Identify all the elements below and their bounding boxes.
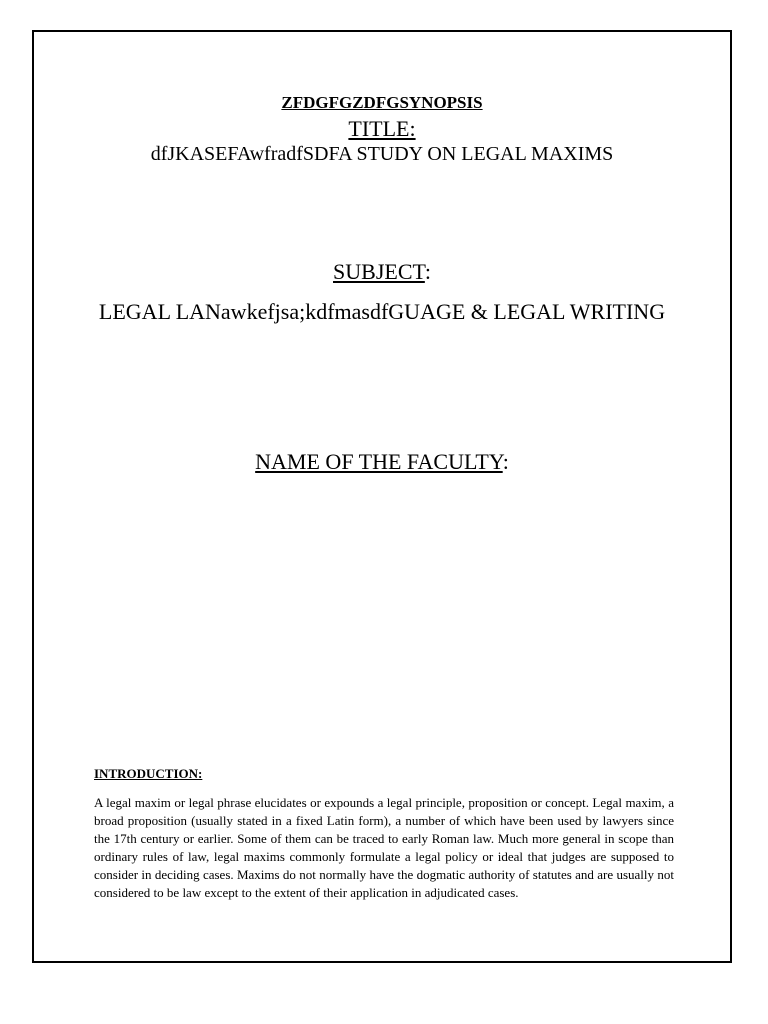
introduction-heading: INTRODUCTION:	[94, 766, 203, 781]
subject-label: SUBJECT	[333, 259, 425, 284]
subject-colon: :	[424, 259, 431, 284]
subject-text: LEGAL LANawkefjsa;kdfmasdfGUAGE & LEGAL WRITING	[98, 299, 666, 324]
faculty-label: NAME OF THE FACULTY	[255, 449, 503, 474]
title-text: dfJKASEFAwfradfSDFA STUDY ON LEGAL MAXIMS	[150, 143, 614, 165]
synopsis-heading: ZFDGFGZDFGSYNOPSIS	[281, 93, 483, 112]
title-label-text: TITLE:	[348, 116, 416, 141]
faculty-heading	[34, 449, 730, 475]
introduction-body: A legal maxim or legal phrase elucidates or expounds a legal principle, proposition or concept. Legal maxim, a broad proposition (usually stated in a fixed Latin form), a number of which have been used by lawyers since the 17th century or earlier. Some of them can be traced to early Roman law. Much more general in scope than ordinary rules of law, legal maxims commonly formulate a legal policy or ideal that judges are supposed to consider in deciding cases. Maxims do not normally have the dogmatic authority of statutes and are usually not considered to be law except to the extent of their application in adjudicated cases.	[94, 795, 674, 900]
subject-heading	[34, 259, 730, 285]
faculty-colon: :	[502, 449, 509, 474]
title-label	[34, 116, 730, 142]
